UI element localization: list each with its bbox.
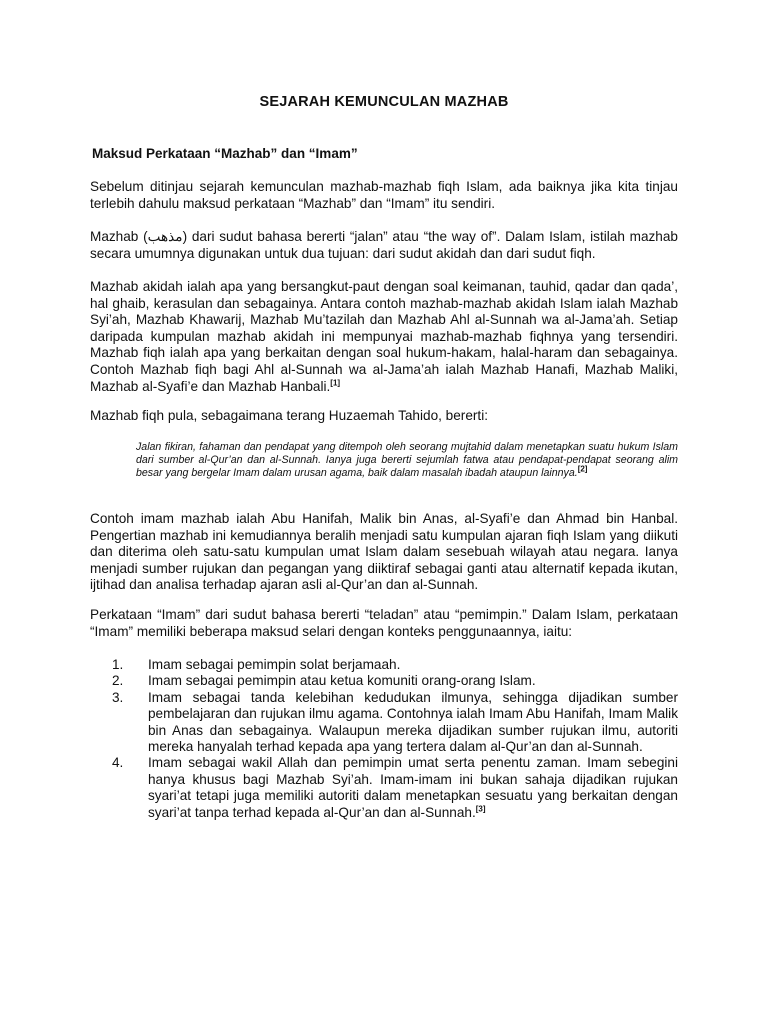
paragraph-mazhab-akidah-text: Mazhab akidah ialah apa yang bersangkut-paut dengan soal keimanan, tauhid, qadar dan qada’, hal ghaib, kerasulan dan sebagainya. Antara contoh mazhab-mazhab akidah Islam ialah Mazhab Syi’ah, Mazhab Khawarij, Mazhab Mu’tazilah dan Mazhab Ahl al-Sunnah wa al-Jama’ah. Setiap daripada kumpulan mazhab akidah ini mempunyai mazhab-mazhab fiqhnya yang tersendiri. Mazhab fiqh ialah apa yang berkaitan dengan soal hukum-hakam, halal-haram dan sebagainya. Contoh Mazhab fiqh bagi Ahl al-Sunnah wa al-Jama’ah ialah Mazhab Hanafi, Mazhab Maliki, Mazhab al-Syafi’e dan Mazhab Hanbali. xyxy=(90,279,678,394)
list-item-number: 3. xyxy=(112,689,124,705)
list-item xyxy=(112,673,678,689)
document-title: SEJARAH KEMUNCULAN MAZHAB xyxy=(259,94,509,110)
list-item xyxy=(112,755,678,821)
list-item-text: Imam sebagai pemimpin solat berjamaah. xyxy=(148,657,401,672)
footnote-link-2[interactable]: [2] xyxy=(577,464,588,474)
list-item-text: Imam sebagai wakil Allah dan pemimpin umat serta penentu zaman. Imam sebegini hanya khusus bagi Mazhab Syi’ah. Imam-imam ini bukan sahaja dijadikan rujukan syari’at tetapi juga memiliki autoriti dalam menetapkan sesuatu yang berkaitan dengan syari’at tanpa terhad kepada al-Qur’an dan al-Sunnah. xyxy=(148,755,678,820)
list-item-text: Imam sebagai pemimpin atau ketua komuniti orang-orang Islam. xyxy=(148,673,536,689)
list-item-number: 2. xyxy=(112,673,124,689)
list-item xyxy=(112,657,678,673)
section-heading: Maksud Perkataan “Mazhab” dan “Imam” xyxy=(92,146,358,161)
paragraph-mazhab-definition: Mazhab (مذهب) dari sudut bahasa bererti “jalan” atau “the way of”. Dalam Islam, istilah mazhab secara umumnya digunakan untuk dua tujuan: dari sudut akidah dan dari sudut fiqh. xyxy=(90,229,678,261)
paragraph-intro: Sebelum ditinjau sejarah kemunculan mazhab-mazhab fiqh Islam, ada baiknya jika kita tinjau terlebih dahulu maksud perkataan “Mazhab” dan “Imam” itu sendiri. xyxy=(90,179,678,211)
footnote-link-1[interactable]: [1] xyxy=(330,378,341,388)
paragraph-perkataan-imam: Perkataan “Imam” dari sudut bahasa bererti “teladan” atau “pemimpin.” Dalam Islam, perkataan “Imam” memiliki beberapa maksud selari dengan konteks penggunaannya, iaitu: xyxy=(90,607,678,639)
list-item xyxy=(112,690,678,756)
paragraph-mazhab-fiqh-intro: Mazhab fiqh pula, sebagaimana terang Huzaemah Tahido, bererti: xyxy=(90,408,488,423)
block-quote-text: Jalan fikiran, fahaman dan pendapat yang ditempoh oleh seorang mujtahid dalam menetapkan suatu hukum Islam dari sumber al-Qur’an dan al-Sunnah. Ianya juga bererti sejumlah fatwa atau pendapat-pendapat seorang alim besar yang bergelar Imam dalam urusan agama, baik dalam masalah ibadah ataupun lainnya. xyxy=(136,441,678,479)
block-quote xyxy=(136,441,678,480)
list-item-text: Imam sebagai tanda kelebihan kedudukan ilmunya, sehingga dijadikan sumber pembelajaran dan rujukan ilmu agama. Contohnya ialah Imam Abu Hanifah, Imam Malik bin Anas dan sebagainya. Walaupun mereka dijadikan sumber rujukan ilmu, autoriti mereka hanyalah terhad kepada apa yang tertera dalam al-Qur’an dan al-Sunnah. xyxy=(148,689,678,755)
paragraph-contoh-imam: Contoh imam mazhab ialah Abu Hanifah, Malik bin Anas, al-Syafi’e dan Ahmad bin Hanbal. Pengertian mazhab ini kemudiannya beralih menjadi satu kumpulan ajaran fiqh Islam yang diikuti dan diterima oleh satu-satu kumpulan umat Islam dalam sesebuah wilayah atau negara. Ianya menjadi sumber rujukan dan pegangan yang diiktiraf sebagai ganti atau alternatif kepada ikutan, ijtihad dan analisa terhadap ajaran asli al-Qur’an dan al-Sunnah. xyxy=(90,511,678,593)
paragraph-mazhab-akidah xyxy=(90,279,678,395)
imam-meanings-list xyxy=(112,657,678,821)
list-item-number: 1. xyxy=(112,657,124,672)
list-item-number: 4. xyxy=(112,755,124,771)
footnote-link-3[interactable]: [3] xyxy=(475,804,486,814)
